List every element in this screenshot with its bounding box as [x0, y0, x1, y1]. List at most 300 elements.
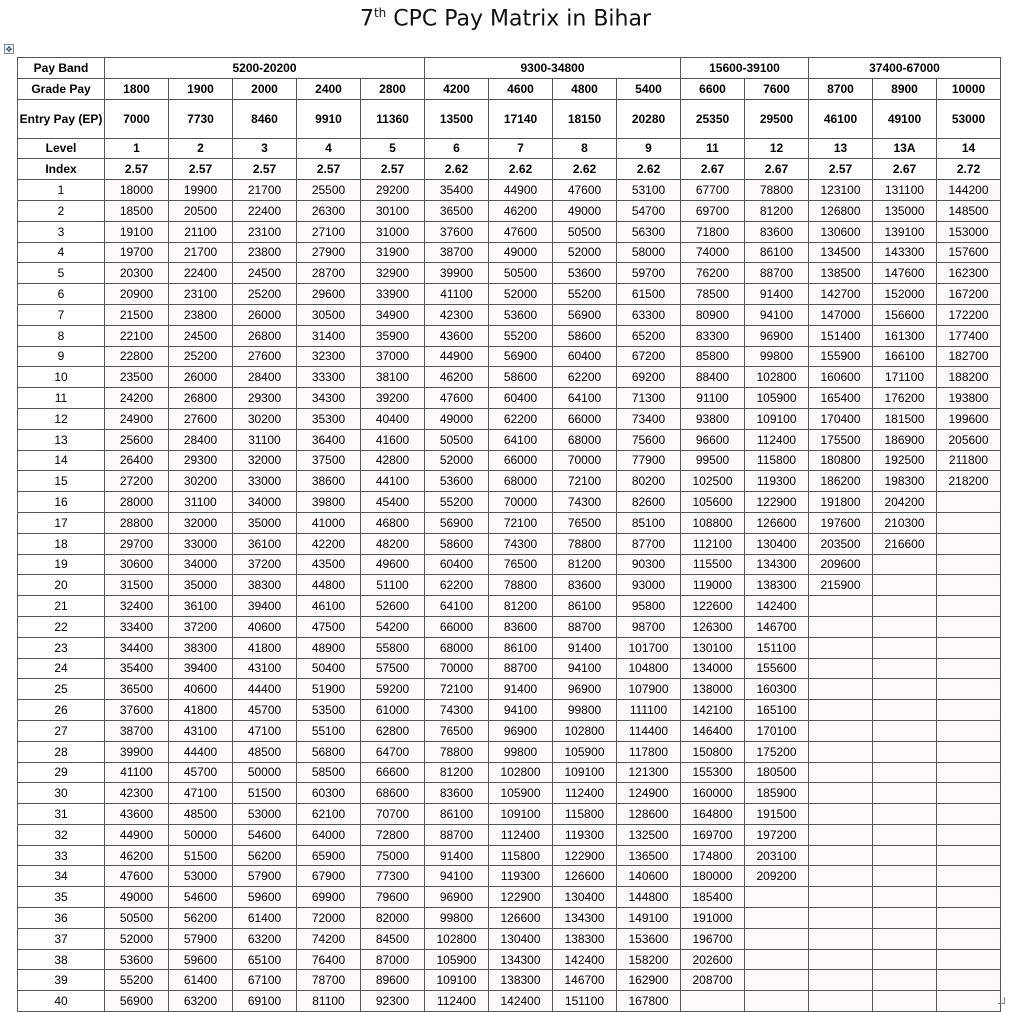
pay-cell: 102500	[681, 471, 745, 492]
pay-cell: 23500	[105, 367, 169, 388]
pay-cell: 49000	[425, 408, 489, 429]
pay-cell: 162900	[617, 970, 681, 991]
pay-cell: 180000	[681, 866, 745, 887]
pay-cell: 76500	[425, 720, 489, 741]
grade-pay-cell: 6600	[681, 78, 745, 99]
row-index-cell: 3	[18, 221, 105, 242]
table-row	[18, 949, 1001, 970]
pay-cell: 26000	[169, 367, 233, 388]
pay-cell: 44100	[361, 471, 425, 492]
pay-cell: 65900	[297, 845, 361, 866]
level-cell: 7	[489, 138, 553, 159]
pay-cell: 109100	[425, 970, 489, 991]
level-cell: 3	[233, 138, 297, 159]
pay-cell: 83600	[489, 616, 553, 637]
pay-cell: 87000	[361, 949, 425, 970]
row-index-cell: 7	[18, 304, 105, 325]
pay-cell: 57900	[169, 928, 233, 949]
pay-cell: 34000	[233, 492, 297, 513]
pay-cell: 24900	[105, 408, 169, 429]
entry-pay-cell: 46100	[809, 99, 873, 138]
row-index-cell: 1	[18, 180, 105, 201]
pay-cell: 44900	[105, 824, 169, 845]
pay-cell: 162300	[937, 263, 1001, 284]
row-index-cell: 19	[18, 554, 105, 575]
pay-cell: 216600	[873, 533, 937, 554]
pay-cell: 62200	[425, 575, 489, 596]
pay-cell	[937, 658, 1001, 679]
pay-cell: 175500	[809, 429, 873, 450]
pay-cell: 22400	[169, 263, 233, 284]
index-cell: 2.67	[873, 159, 937, 180]
pay-cell: 174800	[681, 845, 745, 866]
pay-cell: 96900	[425, 887, 489, 908]
pay-cell: 27100	[297, 221, 361, 242]
pay-cell: 51900	[297, 679, 361, 700]
table-row	[18, 180, 1001, 201]
pay-cell: 165400	[809, 388, 873, 409]
pay-cell: 87700	[617, 533, 681, 554]
pay-cell	[873, 554, 937, 575]
pay-cell: 43100	[233, 658, 297, 679]
pay-cell: 39900	[105, 741, 169, 762]
pay-cell: 67100	[233, 970, 297, 991]
pay-cell: 101700	[617, 637, 681, 658]
pay-cell: 138300	[745, 575, 809, 596]
grade-pay-cell: 4200	[425, 78, 489, 99]
pay-cell: 42800	[361, 450, 425, 471]
index-cell: 2.57	[105, 159, 169, 180]
pay-cell: 30500	[297, 304, 361, 325]
pay-cell: 23800	[233, 242, 297, 263]
pay-cell: 68000	[553, 429, 617, 450]
pay-cell: 130600	[809, 221, 873, 242]
pay-cell: 51100	[361, 575, 425, 596]
pay-cell: 160000	[681, 783, 745, 804]
pay-cell: 128600	[617, 804, 681, 825]
pay-cell: 74000	[681, 242, 745, 263]
pay-cell: 53000	[233, 804, 297, 825]
pay-cell	[809, 970, 873, 991]
level-cell: 9	[617, 138, 681, 159]
pay-cell: 62200	[553, 367, 617, 388]
pay-cell: 142400	[553, 949, 617, 970]
pay-cell: 34900	[361, 304, 425, 325]
pay-cell: 78800	[553, 533, 617, 554]
pay-cell: 119000	[681, 575, 745, 596]
pay-cell: 136500	[617, 845, 681, 866]
pay-cell: 47600	[105, 866, 169, 887]
pay-cell	[937, 679, 1001, 700]
pay-cell: 161300	[873, 325, 937, 346]
pay-cell: 41800	[233, 637, 297, 658]
pay-cell: 52000	[489, 284, 553, 305]
pay-cell: 44800	[297, 575, 361, 596]
pay-cell	[809, 866, 873, 887]
table-row	[18, 720, 1001, 741]
pay-band-cell: 15600-39100	[681, 58, 809, 79]
pay-cell: 35300	[297, 408, 361, 429]
pay-cell	[873, 804, 937, 825]
table-row	[18, 408, 1001, 429]
pay-cell	[873, 679, 937, 700]
pay-cell	[809, 824, 873, 845]
table-row	[18, 970, 1001, 991]
table-row	[18, 533, 1001, 554]
pay-cell: 71800	[681, 221, 745, 242]
pay-cell: 41100	[425, 284, 489, 305]
pay-cell: 48900	[297, 637, 361, 658]
pay-cell: 88700	[489, 658, 553, 679]
pay-cell	[745, 949, 809, 970]
pay-cell: 48500	[233, 741, 297, 762]
table-row	[18, 242, 1001, 263]
pay-cell: 33300	[297, 367, 361, 388]
pay-cell: 112400	[489, 824, 553, 845]
pay-cell	[873, 637, 937, 658]
pay-cell: 38600	[297, 471, 361, 492]
pay-cell: 74300	[553, 492, 617, 513]
pay-cell	[873, 596, 937, 617]
pay-cell: 30200	[169, 471, 233, 492]
pay-cell: 70000	[489, 492, 553, 513]
table-row	[18, 450, 1001, 471]
pay-cell: 112400	[553, 783, 617, 804]
pay-cell: 122900	[489, 887, 553, 908]
level-cell: 8	[553, 138, 617, 159]
pay-cell: 65100	[233, 949, 297, 970]
pay-cell: 39900	[425, 263, 489, 284]
pay-cell: 18500	[105, 200, 169, 221]
title-superscript: th	[373, 6, 387, 20]
pay-cell: 54200	[361, 616, 425, 637]
grade-pay-cell: 7600	[745, 78, 809, 99]
pay-cell: 36100	[169, 596, 233, 617]
pay-cell: 84500	[361, 928, 425, 949]
pay-cell: 24200	[105, 388, 169, 409]
pay-cell: 143300	[873, 242, 937, 263]
pay-cell: 72000	[297, 908, 361, 929]
row-index-cell: 8	[18, 325, 105, 346]
pay-cell: 151100	[553, 991, 617, 1012]
pay-cell: 53000	[169, 866, 233, 887]
pay-cell: 27600	[169, 408, 233, 429]
row-index-cell: 36	[18, 908, 105, 929]
row-index-cell: 27	[18, 720, 105, 741]
pay-cell: 37000	[361, 346, 425, 367]
pay-cell: 41800	[169, 700, 233, 721]
pay-cell: 160300	[745, 679, 809, 700]
pay-cell: 72100	[553, 471, 617, 492]
pay-cell	[937, 741, 1001, 762]
pay-cell: 86100	[489, 637, 553, 658]
pay-cell: 177400	[937, 325, 1001, 346]
pay-cell: 31500	[105, 575, 169, 596]
entry-pay-cell: 7730	[169, 99, 233, 138]
pay-cell: 144800	[617, 887, 681, 908]
pay-cell	[937, 720, 1001, 741]
pay-matrix-body	[18, 180, 1001, 1012]
level-label: Level	[18, 138, 105, 159]
index-row	[18, 159, 1001, 180]
pay-cell: 88700	[745, 263, 809, 284]
pay-cell: 47600	[553, 180, 617, 201]
pay-cell: 22400	[233, 200, 297, 221]
pay-cell: 211800	[937, 450, 1001, 471]
pay-cell	[745, 887, 809, 908]
row-index-cell: 24	[18, 658, 105, 679]
row-index-cell: 20	[18, 575, 105, 596]
table-row	[18, 928, 1001, 949]
pay-cell: 164800	[681, 804, 745, 825]
pay-cell	[873, 616, 937, 637]
pay-cell: 23800	[169, 304, 233, 325]
pay-cell: 43500	[297, 554, 361, 575]
pay-cell: 76200	[681, 263, 745, 284]
pay-cell: 67200	[617, 346, 681, 367]
level-cell: 6	[425, 138, 489, 159]
row-index-cell: 5	[18, 263, 105, 284]
pay-cell: 29300	[169, 450, 233, 471]
pay-cell: 99800	[745, 346, 809, 367]
table-row	[18, 304, 1001, 325]
pay-cell: 56900	[425, 512, 489, 533]
pay-cell	[937, 991, 1001, 1012]
pay-cell: 96900	[489, 720, 553, 741]
level-cell: 13	[809, 138, 873, 159]
pay-cell: 188200	[937, 367, 1001, 388]
pay-cell: 86100	[425, 804, 489, 825]
grade-pay-cell: 1900	[169, 78, 233, 99]
pay-cell: 91100	[681, 388, 745, 409]
pay-cell: 182700	[937, 346, 1001, 367]
table-row	[18, 741, 1001, 762]
pay-cell: 33400	[105, 616, 169, 637]
pay-cell	[873, 783, 937, 804]
pay-cell: 49000	[553, 200, 617, 221]
pay-cell: 39800	[297, 492, 361, 513]
table-row	[18, 845, 1001, 866]
pay-cell: 82600	[617, 492, 681, 513]
pay-cell: 209600	[809, 554, 873, 575]
grade-pay-cell: 2000	[233, 78, 297, 99]
index-cell: 2.57	[297, 159, 361, 180]
pay-cell: 94100	[489, 700, 553, 721]
pay-cell: 205600	[937, 429, 1001, 450]
pay-cell: 94100	[553, 658, 617, 679]
pay-cell: 83300	[681, 325, 745, 346]
pay-cell: 48200	[361, 533, 425, 554]
entry-pay-cell: 53000	[937, 99, 1001, 138]
pay-cell: 152000	[873, 284, 937, 305]
pay-cell: 130400	[745, 533, 809, 554]
pay-cell: 119300	[553, 824, 617, 845]
pay-cell: 35400	[425, 180, 489, 201]
pay-cell: 69900	[297, 887, 361, 908]
row-index-cell: 18	[18, 533, 105, 554]
pay-cell: 191800	[809, 492, 873, 513]
pay-cell: 47100	[233, 720, 297, 741]
pay-cell: 26800	[169, 388, 233, 409]
pay-cell: 138300	[489, 970, 553, 991]
pay-cell: 66000	[553, 408, 617, 429]
pay-cell: 78800	[425, 741, 489, 762]
pay-cell: 117800	[617, 741, 681, 762]
pay-cell	[809, 991, 873, 1012]
pay-cell: 49000	[489, 242, 553, 263]
row-index-cell: 26	[18, 700, 105, 721]
pay-cell: 35000	[233, 512, 297, 533]
pay-cell: 81200	[553, 554, 617, 575]
grade-pay-cell: 2400	[297, 78, 361, 99]
table-row	[18, 783, 1001, 804]
pay-cell	[809, 887, 873, 908]
pay-cell: 126800	[809, 200, 873, 221]
pay-cell: 196700	[681, 928, 745, 949]
pay-cell	[937, 949, 1001, 970]
pay-cell: 50500	[105, 908, 169, 929]
pay-cell: 146700	[553, 970, 617, 991]
pay-cell: 55200	[425, 492, 489, 513]
pay-cell: 64100	[425, 596, 489, 617]
row-index-cell: 16	[18, 492, 105, 513]
pay-cell: 115500	[681, 554, 745, 575]
pay-cell: 167800	[617, 991, 681, 1012]
pay-cell: 135000	[873, 200, 937, 221]
entry-pay-cell: 7000	[105, 99, 169, 138]
pay-cell: 34400	[105, 637, 169, 658]
pay-cell: 29600	[297, 284, 361, 305]
pay-cell: 91400	[489, 679, 553, 700]
pay-cell: 41600	[361, 429, 425, 450]
table-row	[18, 492, 1001, 513]
pay-cell: 36500	[425, 200, 489, 221]
row-index-cell: 34	[18, 866, 105, 887]
pay-cell: 119300	[745, 471, 809, 492]
pay-cell: 46100	[297, 596, 361, 617]
pay-cell: 19700	[105, 242, 169, 263]
pay-cell: 36100	[233, 533, 297, 554]
pay-cell: 124900	[617, 783, 681, 804]
pay-cell: 28800	[105, 512, 169, 533]
pay-cell: 72800	[361, 824, 425, 845]
pay-cell: 37200	[233, 554, 297, 575]
grade-pay-cell: 5400	[617, 78, 681, 99]
pay-cell: 28700	[297, 263, 361, 284]
pay-cell	[873, 887, 937, 908]
index-label: Index	[18, 159, 105, 180]
pay-cell: 46800	[361, 512, 425, 533]
pay-cell: 20900	[105, 284, 169, 305]
pay-cell: 44400	[169, 741, 233, 762]
pay-cell	[809, 804, 873, 825]
entry-pay-label: Entry Pay (EP)	[18, 99, 105, 138]
pay-cell: 26300	[297, 200, 361, 221]
pay-cell: 203500	[809, 533, 873, 554]
pay-cell: 126300	[681, 616, 745, 637]
pay-cell: 167200	[937, 284, 1001, 305]
pay-cell: 37500	[297, 450, 361, 471]
pay-cell: 88700	[425, 824, 489, 845]
pay-cell: 50500	[553, 221, 617, 242]
pay-cell: 218200	[937, 471, 1001, 492]
pay-cell: 55200	[105, 970, 169, 991]
grade-pay-cell: 4600	[489, 78, 553, 99]
pay-cell	[681, 991, 745, 1012]
row-index-cell: 23	[18, 637, 105, 658]
pay-cell: 85800	[681, 346, 745, 367]
pay-cell: 26400	[105, 450, 169, 471]
table-move-handle-icon[interactable]: ✥	[5, 45, 13, 54]
grade-pay-cell: 8700	[809, 78, 873, 99]
table-row	[18, 908, 1001, 929]
pay-cell: 56200	[169, 908, 233, 929]
pay-cell: 105900	[553, 741, 617, 762]
pay-cell: 39400	[233, 596, 297, 617]
pay-cell	[873, 970, 937, 991]
pay-cell: 176200	[873, 388, 937, 409]
resize-handle-icon	[998, 997, 1005, 1004]
pay-cell: 56900	[105, 991, 169, 1012]
pay-cell: 99800	[489, 741, 553, 762]
row-index-cell: 40	[18, 991, 105, 1012]
level-cell: 1	[105, 138, 169, 159]
grade-pay-cell: 2800	[361, 78, 425, 99]
entry-pay-cell: 8460	[233, 99, 297, 138]
pay-cell: 203100	[745, 845, 809, 866]
pay-cell: 107900	[617, 679, 681, 700]
pay-cell: 54700	[617, 200, 681, 221]
pay-cell: 42300	[425, 304, 489, 325]
pay-cell	[745, 970, 809, 991]
pay-cell: 80200	[617, 471, 681, 492]
table-row	[18, 700, 1001, 721]
pay-cell: 52000	[105, 928, 169, 949]
pay-cell: 153000	[937, 221, 1001, 242]
pay-cell: 81200	[425, 762, 489, 783]
level-cell: 12	[745, 138, 809, 159]
pay-cell: 53100	[617, 180, 681, 201]
pay-cell: 126600	[489, 908, 553, 929]
table-row	[18, 575, 1001, 596]
pay-cell: 61000	[361, 700, 425, 721]
pay-cell: 160600	[809, 367, 873, 388]
pay-cell: 215900	[809, 575, 873, 596]
pay-cell: 130400	[489, 928, 553, 949]
pay-cell: 33000	[169, 533, 233, 554]
level-cell: 13A	[873, 138, 937, 159]
pay-cell: 66600	[361, 762, 425, 783]
pay-cell: 46200	[425, 367, 489, 388]
pay-cell: 99500	[681, 450, 745, 471]
pay-cell: 56800	[297, 741, 361, 762]
pay-cell: 139100	[873, 221, 937, 242]
table-row	[18, 284, 1001, 305]
entry-pay-cell: 25350	[681, 99, 745, 138]
pay-cell	[937, 512, 1001, 533]
pay-cell: 134000	[681, 658, 745, 679]
pay-cell	[873, 720, 937, 741]
pay-cell: 151400	[809, 325, 873, 346]
pay-cell	[809, 741, 873, 762]
pay-cell: 53600	[105, 949, 169, 970]
entry-pay-row	[18, 99, 1001, 138]
row-index-cell: 10	[18, 367, 105, 388]
pay-cell	[809, 908, 873, 929]
pay-cell: 185900	[745, 783, 809, 804]
pay-cell: 121300	[617, 762, 681, 783]
pay-cell: 81200	[489, 596, 553, 617]
